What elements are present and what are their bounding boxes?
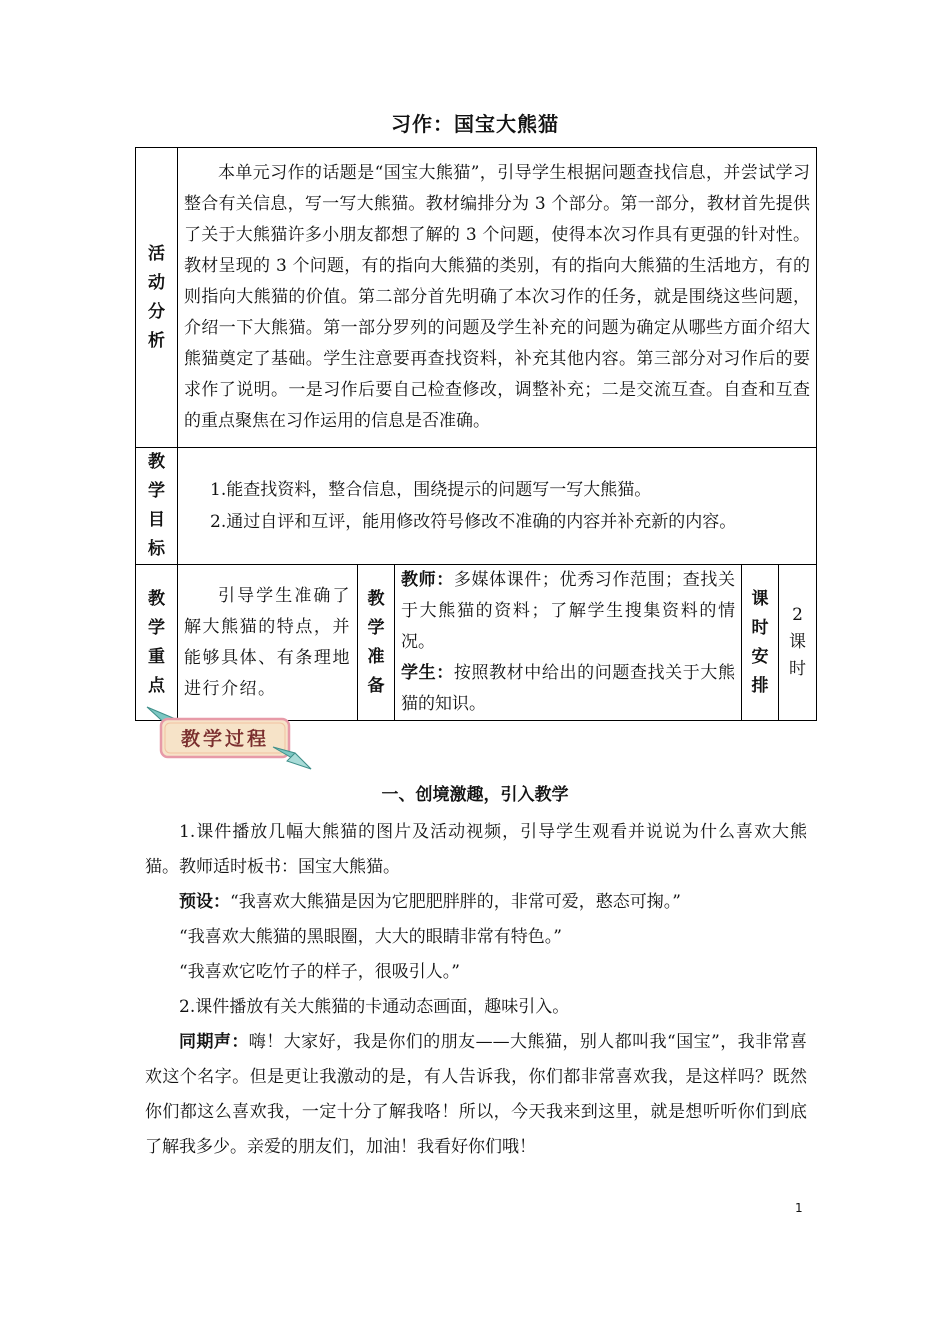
goal-item: 2.通过自评和互评，能用修改符号修改不准确的内容并补充新的内容。 bbox=[210, 512, 737, 532]
prep-label: 教 学 准 备 bbox=[358, 565, 395, 721]
key-label: 教 学 重 点 bbox=[136, 565, 178, 721]
prep-cell bbox=[395, 565, 742, 721]
banner-text: 教学过程 bbox=[180, 728, 270, 750]
voice-paragraph: 同期声：嗨！大家好，我是你们的朋友——大熊猫，别人都叫我“国宝”，我非常喜欢这个名字。但是更让我激动的是，有人告诉我，你们都非常喜欢我，是这样吗？既然你们都这么喜欢我，一定十分了解我咯！所以，今天我来到这里，就是想听听你们到底了解我多少。亲爱的朋友们，加油！我看好你们哦！ bbox=[145, 1032, 808, 1157]
preset-paragraph: 预设：“我喜欢大熊猫是因为它肥肥胖胖的，非常可爱，憨态可掬。” bbox=[179, 892, 681, 912]
schedule-value: 2 课 时 bbox=[779, 565, 817, 721]
teaching-process-banner bbox=[145, 703, 315, 773]
section-heading: 一、创境激趣，引入教学 bbox=[381, 785, 569, 805]
key-prep-row bbox=[136, 565, 817, 721]
prep-student: 学生：按照教材中给出的问题查找关于大熊猫的知识。 bbox=[401, 663, 736, 714]
section-content bbox=[145, 815, 807, 1165]
preset-line: “我喜欢它吃竹子的样子，很吸引人。” bbox=[179, 962, 460, 982]
paragraph: 2.课件播放有关大熊猫的卡通动态画面，趣味引入。 bbox=[179, 997, 570, 1017]
analysis-label: 活 动 分 析 bbox=[136, 148, 178, 448]
page-number: 1 bbox=[795, 1201, 803, 1215]
paragraph: 1.课件播放几幅大熊猫的图片及活动视频，引导学生观看并说说为什么喜欢大熊猫。教师适时板书：国宝大熊猫。 bbox=[145, 822, 807, 877]
schedule-label: 课 时 安 排 bbox=[742, 565, 779, 721]
prep-teacher: 教师：多媒体课件；优秀习作范围；查找关于大熊猫的资料；了解学生搜集资料的情况。 bbox=[401, 570, 736, 652]
goals-row bbox=[136, 448, 817, 565]
goal-item: 1.能查找资料，整合信息，围绕提示的问题写一写大熊猫。 bbox=[210, 480, 652, 500]
page-title: 习作：国宝大熊猫 bbox=[391, 112, 559, 136]
goals-cell bbox=[178, 448, 817, 565]
goals-label: 教 学 目 标 bbox=[136, 448, 178, 565]
preset-line: “我喜欢大熊猫的黑眼圈，大大的眼睛非常有特色。” bbox=[179, 927, 562, 947]
lesson-info-table bbox=[135, 147, 817, 721]
key-cell bbox=[178, 565, 358, 721]
key-text: 引导学生准确了解大熊猫的特点，并能够具体、有条理地进行介绍。 bbox=[184, 585, 351, 699]
analysis-row bbox=[136, 148, 817, 448]
analysis-cell bbox=[178, 148, 817, 448]
analysis-text: 本单元习作的话题是“国宝大熊猫”，引导学生根据问题查找信息，并尝试学习整合有关信息，写一写大熊猫。教材编排分为 3 个部分。第一部分，教材首先提供了关于大熊猫许多小朋友都想了解的 3 个问题，使得本次习作具有更强的针对性。教材呈现的 3 个问题，有的指向大熊猫的类别，有的指向大熊猫的生活地方，有的则指向大熊猫的价值。第二部分首先明确了本次习作的任务，就是围绕这些问题，介绍一下大熊猫。第一部分罗列的问题及学生补充的问题为确定从哪些方面介绍大熊猫奠定了基础。学生注意要再查找资料，补充其他内容。第三部分对习作后的要求作了说明。一是习作后要自己检查修改，调整补充；二是交流互查。自查和互查的重点聚焦在习作运用的信息是否准确。 bbox=[184, 163, 811, 431]
